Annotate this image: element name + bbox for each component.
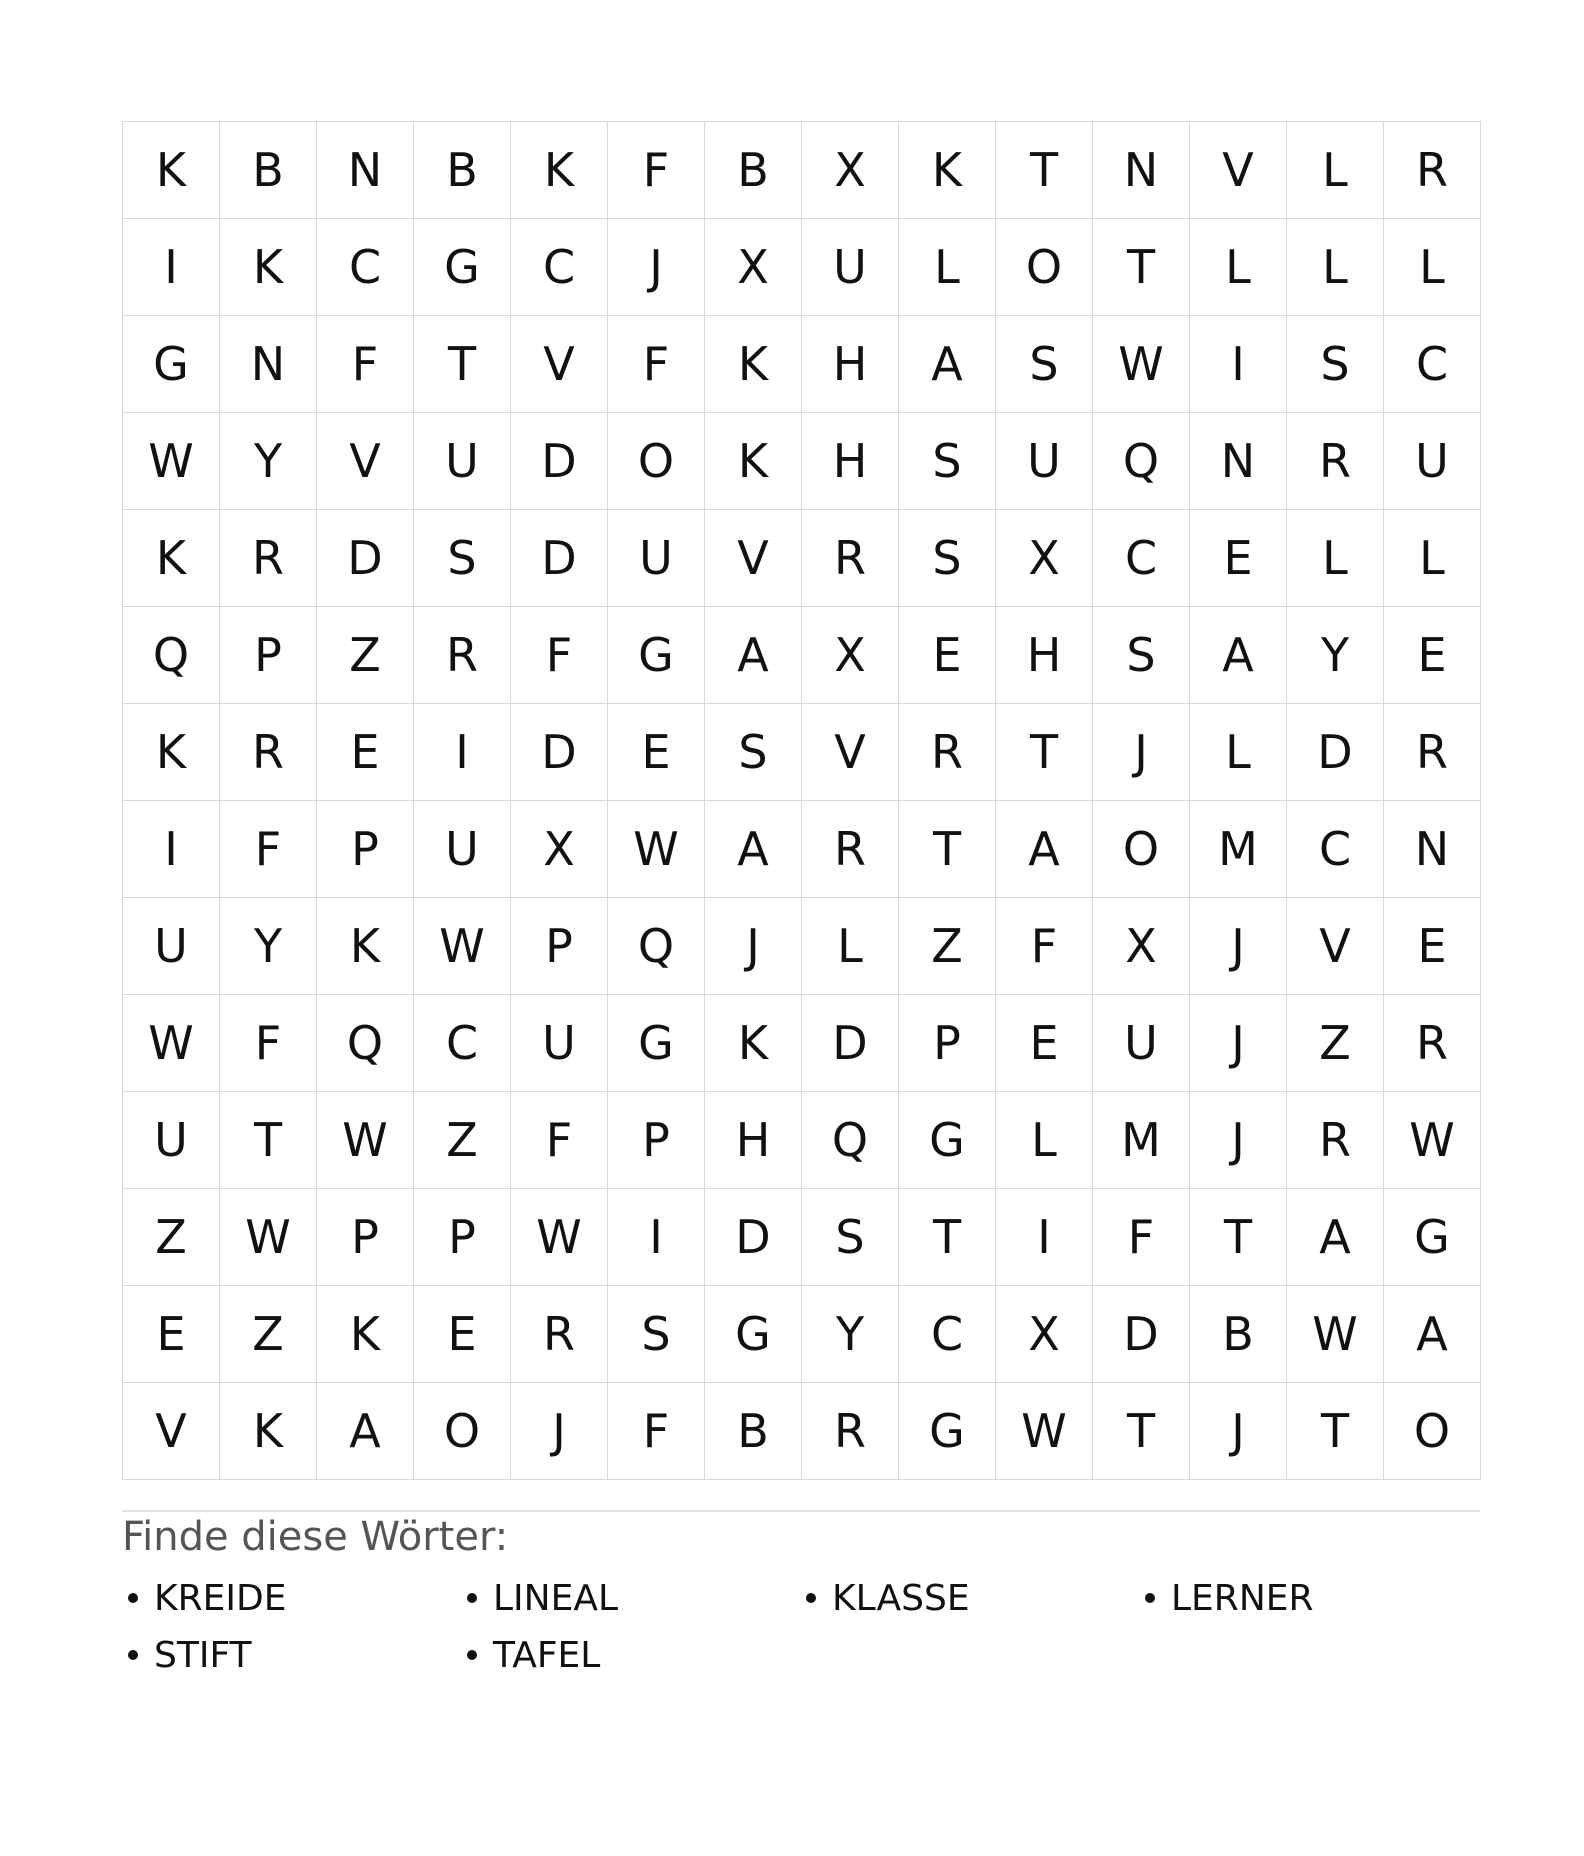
grid-cell[interactable]: I [123, 219, 220, 316]
grid-cell[interactable]: I [123, 801, 220, 898]
grid-cell[interactable]: I [996, 1189, 1093, 1286]
grid-cell[interactable]: C [1093, 510, 1190, 607]
grid-cell[interactable]: P [414, 1189, 511, 1286]
grid-cell[interactable]: B [705, 122, 802, 219]
grid-cell[interactable]: N [1190, 413, 1287, 510]
grid-cell[interactable]: L [1287, 122, 1384, 219]
grid-cell[interactable]: S [1093, 607, 1190, 704]
grid-cell[interactable]: Q [123, 607, 220, 704]
grid-cell[interactable]: Y [220, 898, 317, 995]
grid-cell[interactable]: K [317, 1286, 414, 1383]
grid-cell[interactable]: R [1384, 995, 1481, 1092]
grid-cell[interactable]: L [996, 1092, 1093, 1189]
grid-cell[interactable]: L [1190, 219, 1287, 316]
grid-cell[interactable]: L [1287, 219, 1384, 316]
grid-cell[interactable]: V [511, 316, 608, 413]
grid-cell[interactable]: S [705, 704, 802, 801]
grid-cell[interactable]: Z [414, 1092, 511, 1189]
grid-cell[interactable]: V [802, 704, 899, 801]
grid-cell[interactable]: R [1287, 413, 1384, 510]
grid-cell[interactable]: H [705, 1092, 802, 1189]
grid-cell[interactable]: C [1384, 316, 1481, 413]
grid-cell[interactable]: Z [220, 1286, 317, 1383]
grid-cell[interactable]: R [1287, 1092, 1384, 1189]
word-label: LINEAL [493, 1577, 619, 1619]
grid-cell[interactable]: T [220, 1092, 317, 1189]
grid-cell[interactable]: B [220, 122, 317, 219]
grid-cell[interactable]: Q [317, 995, 414, 1092]
grid-cell[interactable]: U [802, 219, 899, 316]
grid-cell[interactable]: Q [608, 898, 705, 995]
grid-cell[interactable]: C [317, 219, 414, 316]
grid-cell[interactable]: S [414, 510, 511, 607]
grid-cell[interactable]: O [414, 1383, 511, 1480]
grid-cell[interactable]: U [1384, 413, 1481, 510]
grid-cell[interactable]: C [414, 995, 511, 1092]
grid-cell[interactable]: I [414, 704, 511, 801]
word-list-item [800, 1573, 1139, 1623]
grid-cell[interactable]: W [1384, 1092, 1481, 1189]
grid-cell[interactable]: S [802, 1189, 899, 1286]
grid-cell[interactable]: P [608, 1092, 705, 1189]
grid-cell[interactable]: T [899, 801, 996, 898]
grid-cell[interactable]: N [220, 316, 317, 413]
grid-cell[interactable]: A [705, 801, 802, 898]
grid-cell[interactable]: T [1190, 1189, 1287, 1286]
grid-cell[interactable]: F [608, 1383, 705, 1480]
grid-cell[interactable]: E [1384, 898, 1481, 995]
grid-cell[interactable]: T [899, 1189, 996, 1286]
grid-cell[interactable]: E [899, 607, 996, 704]
grid-cell[interactable]: L [899, 219, 996, 316]
word-list-item [1139, 1573, 1478, 1623]
grid-cell[interactable]: L [1190, 704, 1287, 801]
grid-cell[interactable]: D [317, 510, 414, 607]
grid-cell[interactable]: R [802, 1383, 899, 1480]
grid-cell[interactable]: K [123, 704, 220, 801]
grid-cell[interactable]: V [317, 413, 414, 510]
grid-cell[interactable]: T [1093, 1383, 1190, 1480]
bullet-icon [1145, 1593, 1155, 1603]
grid-cell[interactable]: P [511, 898, 608, 995]
grid-cell[interactable]: X [511, 801, 608, 898]
grid-cell[interactable]: C [899, 1286, 996, 1383]
grid-cell[interactable]: V [705, 510, 802, 607]
grid-cell[interactable]: U [123, 1092, 220, 1189]
grid-cell[interactable]: O [1093, 801, 1190, 898]
word-list-item [122, 1573, 461, 1623]
grid-cell[interactable]: J [1190, 1092, 1287, 1189]
word-list [122, 1573, 1480, 1687]
grid-cell[interactable]: Y [1287, 607, 1384, 704]
grid-cell[interactable]: D [1093, 1286, 1190, 1383]
grid-cell[interactable]: N [317, 122, 414, 219]
grid-cell[interactable]: W [220, 1189, 317, 1286]
grid-cell[interactable]: P [899, 995, 996, 1092]
grid-cell[interactable]: P [317, 1189, 414, 1286]
grid-cell[interactable]: X [1093, 898, 1190, 995]
grid-cell[interactable]: M [1093, 1092, 1190, 1189]
word-label: TAFEL [493, 1634, 601, 1676]
grid-cell[interactable]: V [123, 1383, 220, 1480]
grid-cell[interactable]: I [608, 1189, 705, 1286]
word-list-item [122, 1630, 461, 1680]
grid-cell[interactable]: M [1190, 801, 1287, 898]
grid-cell[interactable]: R [220, 510, 317, 607]
grid-cell[interactable]: G [608, 995, 705, 1092]
grid-cell[interactable]: R [414, 607, 511, 704]
grid-cell[interactable]: N [1384, 801, 1481, 898]
grid-cell[interactable]: S [608, 1286, 705, 1383]
grid-cell[interactable]: R [220, 704, 317, 801]
grid-cell[interactable]: R [802, 510, 899, 607]
grid-cell[interactable]: K [317, 898, 414, 995]
grid-cell[interactable]: B [705, 1383, 802, 1480]
grid-cell[interactable]: Z [1287, 995, 1384, 1092]
bullet-icon [128, 1593, 138, 1603]
grid-cell[interactable]: F [1093, 1189, 1190, 1286]
grid-cell[interactable]: E [996, 995, 1093, 1092]
word-label: KREIDE [154, 1577, 287, 1619]
grid-cell[interactable]: F [996, 898, 1093, 995]
word-label: STIFT [154, 1634, 252, 1676]
word-list-item [461, 1630, 800, 1680]
grid-cell[interactable]: O [1384, 1383, 1481, 1480]
grid-cell[interactable]: B [414, 122, 511, 219]
grid-cell[interactable]: G [608, 607, 705, 704]
grid-cell[interactable]: T [1287, 1383, 1384, 1480]
grid-cell[interactable]: X [802, 122, 899, 219]
grid-cell[interactable]: G [123, 316, 220, 413]
grid-cell[interactable]: W [996, 1383, 1093, 1480]
grid-cell[interactable]: T [414, 316, 511, 413]
grid-cell[interactable]: K [123, 122, 220, 219]
grid-cell[interactable]: P [220, 607, 317, 704]
grid-cell[interactable]: X [996, 510, 1093, 607]
grid-cell[interactable]: W [608, 801, 705, 898]
grid-cell[interactable]: V [1190, 122, 1287, 219]
grid-cell[interactable]: Q [802, 1092, 899, 1189]
grid-cell[interactable]: E [317, 704, 414, 801]
grid-cell[interactable]: E [1190, 510, 1287, 607]
grid-cell[interactable]: J [1190, 1383, 1287, 1480]
grid-cell[interactable]: I [1190, 316, 1287, 413]
word-label: LERNER [1171, 1577, 1314, 1619]
grid-cell[interactable]: S [1287, 316, 1384, 413]
grid-cell[interactable]: D [802, 995, 899, 1092]
grid-cell[interactable]: R [899, 704, 996, 801]
letter-grid [122, 121, 1481, 1480]
grid-cell[interactable]: U [511, 995, 608, 1092]
grid-cell[interactable]: W [123, 995, 220, 1092]
grid-cell[interactable]: J [608, 219, 705, 316]
grid-cell[interactable]: X [802, 607, 899, 704]
grid-cell[interactable]: L [1384, 219, 1481, 316]
grid-cell[interactable]: P [317, 801, 414, 898]
grid-cell[interactable]: D [511, 704, 608, 801]
grid-cell[interactable]: Q [1093, 413, 1190, 510]
grid-cell[interactable]: O [608, 413, 705, 510]
grid-cell[interactable]: S [996, 316, 1093, 413]
grid-cell[interactable]: A [705, 607, 802, 704]
grid-cell[interactable]: W [1287, 1286, 1384, 1383]
words-heading: Finde diese Wörter: [122, 1514, 509, 1560]
word-list-item [461, 1573, 800, 1623]
grid-cell[interactable]: J [1093, 704, 1190, 801]
grid-cell[interactable]: W [414, 898, 511, 995]
grid-cell[interactable]: F [511, 607, 608, 704]
grid-cell[interactable]: U [123, 898, 220, 995]
grid-cell[interactable]: Y [802, 1286, 899, 1383]
grid-cell[interactable]: G [705, 1286, 802, 1383]
grid-cell[interactable]: W [123, 413, 220, 510]
grid-cell[interactable]: F [317, 316, 414, 413]
grid-cell[interactable]: Z [317, 607, 414, 704]
word-label: KLASSE [832, 1577, 970, 1619]
grid-cell[interactable]: A [996, 801, 1093, 898]
grid-cell[interactable]: Z [123, 1189, 220, 1286]
grid-cell[interactable]: D [1287, 704, 1384, 801]
grid-cell[interactable]: X [705, 219, 802, 316]
grid-cell[interactable]: B [1190, 1286, 1287, 1383]
bullet-icon [806, 1593, 816, 1603]
grid-cell[interactable]: Y [220, 413, 317, 510]
grid-cell[interactable]: E [608, 704, 705, 801]
grid-cell[interactable]: O [996, 219, 1093, 316]
grid-cell[interactable]: A [1384, 1286, 1481, 1383]
grid-cell[interactable]: K [705, 995, 802, 1092]
grid-cell[interactable]: K [220, 219, 317, 316]
grid-cell[interactable]: G [414, 219, 511, 316]
grid-cell[interactable]: A [1287, 1189, 1384, 1286]
grid-cell[interactable]: W [511, 1189, 608, 1286]
grid-cell[interactable]: C [511, 219, 608, 316]
grid-cell[interactable]: F [511, 1092, 608, 1189]
grid-cell[interactable]: A [317, 1383, 414, 1480]
grid-cell[interactable]: J [1190, 898, 1287, 995]
grid-cell[interactable]: D [705, 1189, 802, 1286]
grid-cell[interactable]: R [802, 801, 899, 898]
grid-cell[interactable]: L [1287, 510, 1384, 607]
grid-cell[interactable]: U [608, 510, 705, 607]
grid-cell[interactable]: K [705, 316, 802, 413]
grid-cell[interactable]: E [1384, 607, 1481, 704]
grid-cell[interactable]: G [899, 1092, 996, 1189]
grid-cell[interactable]: K [123, 510, 220, 607]
grid-cell[interactable]: D [511, 413, 608, 510]
grid-cell[interactable]: J [511, 1383, 608, 1480]
grid-cell[interactable]: H [802, 316, 899, 413]
grid-cell[interactable]: E [123, 1286, 220, 1383]
grid-cell[interactable]: W [1093, 316, 1190, 413]
grid-cell[interactable]: T [996, 122, 1093, 219]
grid-cell[interactable]: T [1093, 219, 1190, 316]
grid-cell[interactable]: U [1093, 995, 1190, 1092]
grid-cell[interactable]: F [220, 995, 317, 1092]
grid-cell[interactable]: K [705, 413, 802, 510]
grid-cell[interactable]: G [899, 1383, 996, 1480]
grid-cell[interactable]: A [899, 316, 996, 413]
grid-cell[interactable]: G [1384, 1189, 1481, 1286]
grid-cell[interactable]: S [899, 510, 996, 607]
bullet-icon [467, 1650, 477, 1660]
grid-cell[interactable]: S [899, 413, 996, 510]
grid-cell[interactable]: L [802, 898, 899, 995]
grid-cell[interactable]: F [608, 122, 705, 219]
grid-cell[interactable]: L [1384, 510, 1481, 607]
bullet-icon [467, 1593, 477, 1603]
grid-cell[interactable]: W [317, 1092, 414, 1189]
grid-cell[interactable]: U [414, 801, 511, 898]
grid-cell[interactable]: U [996, 413, 1093, 510]
grid-cell[interactable]: J [705, 898, 802, 995]
grid-cell[interactable]: K [220, 1383, 317, 1480]
grid-cell[interactable]: R [511, 1286, 608, 1383]
grid-cell[interactable]: R [1384, 122, 1481, 219]
grid-cell[interactable]: H [996, 607, 1093, 704]
grid-cell[interactable]: V [1287, 898, 1384, 995]
grid-cell[interactable]: X [996, 1286, 1093, 1383]
grid-cell[interactable]: K [899, 122, 996, 219]
grid-cell[interactable]: Z [899, 898, 996, 995]
word-search-puzzle [122, 121, 1480, 1480]
grid-cell[interactable]: A [1190, 607, 1287, 704]
grid-cell[interactable]: F [608, 316, 705, 413]
grid-cell[interactable]: H [802, 413, 899, 510]
grid-cell[interactable]: R [1384, 704, 1481, 801]
grid-cell[interactable]: J [1190, 995, 1287, 1092]
grid-cell[interactable]: K [511, 122, 608, 219]
grid-cell[interactable]: U [414, 413, 511, 510]
grid-cell[interactable]: F [220, 801, 317, 898]
grid-cell[interactable]: T [996, 704, 1093, 801]
grid-cell[interactable]: C [1287, 801, 1384, 898]
grid-cell[interactable]: D [511, 510, 608, 607]
grid-cell[interactable]: N [1093, 122, 1190, 219]
grid-cell[interactable]: E [414, 1286, 511, 1383]
bullet-icon [128, 1650, 138, 1660]
